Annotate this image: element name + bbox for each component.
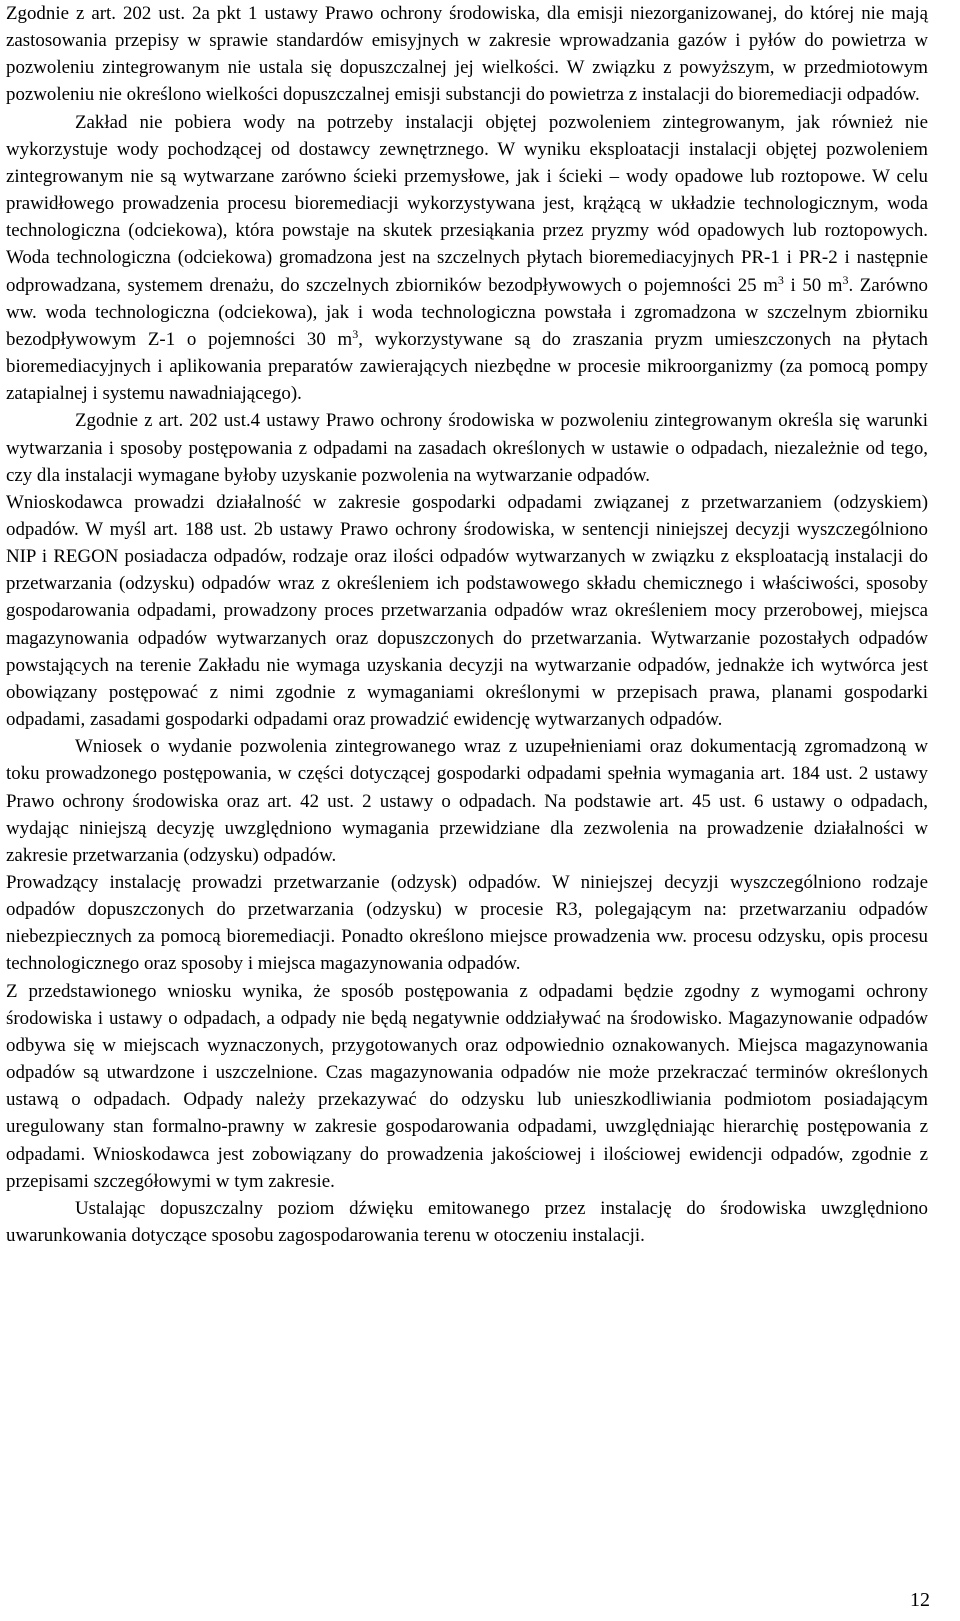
- paragraph-text: Zgodnie z art. 202 ust. 2a pkt 1 ustawy Prawo ochrony środowiska, dla emisji niezorganizowanej, do której nie mają zastosowania przepisy w sprawie standardów emisyjnych w zakresie wprowadzania gazów i pyłów do powietrza w pozwoleniu zintegrowanym nie ustala się dopuszczalnej jej wielkości. W związku z powyższym, w przedmiotowym pozwoleniu nie określono wielkości dopuszczalnej emisji substancji do powietrza z instalacji do bioremediacji odpadów.: [6, 3, 928, 106]
- document-page: [6, 0, 928, 1249]
- paragraph-text: Ustalając dopuszczalny poziom dźwięku emitowanego przez instalację do środowiska uwzględniono uwarunkowania dotyczące sposobu zagospodarowania terenu w otoczeniu instalacji.: [6, 1197, 928, 1247]
- paragraph-text: , wykorzystywane są do zraszania pryzm umieszczonych na płytach bioremediacyjnych i aplikowania preparatów zawierających niezbędne w procesie mikroorganizmy (za pomocą pompy zatapialnej i systemu nawadniającego).: [6, 328, 929, 405]
- paragraph-text: i 50 m: [783, 274, 843, 296]
- paragraph: [6, 733, 928, 869]
- paragraph: [6, 1195, 928, 1249]
- superscript: 3: [352, 326, 359, 341]
- page-number: 12: [910, 1589, 930, 1611]
- paragraph-text: Z przedstawionego wniosku wynika, że sposób postępowania z odpadami będzie zgodny z wymogami ochrony środowiska i ustawy o odpadach, a odpady nie będą negatywnie oddziaływać na środowisko. Magazynowanie odpadów odbywa się w miejscach wyznaczonych, przygotowanych oraz odpowiednio oznakowanych. Miejsca magazynowania odpadów są utwardzone i uszczelnione. Czas magazynowania odpadów nie może przekraczać terminów określonych ustawą o odpadach. Odpady należy przekazywać do odzysku lub unieszkodliwiania podmiotom posiadającym uregulowany stan formalno-prawny w zakresie gospodarowania odpadami, uwzględniając hierarchię postępowania z odpadami. Wnioskodawca jest zobowiązany do prowadzenia jakościowej i ilościowej ewidencji odpadów, zgodnie z przepisami szczegółowymi w tym zakresie.: [6, 980, 928, 1192]
- paragraph: [6, 109, 928, 408]
- paragraph-text: Zgodnie z art. 202 ust.4 ustawy Prawo ochrony środowiska w pozwoleniu zintegrowanym określa się warunki wytwarzania i sposoby postępowania z odpadami na zasadach określonych w ustawie o odpadach, niezależnie od tego, czy dla instalacji wymagane byłoby uzyskanie pozwolenia na wytwarzanie odpadów.: [6, 410, 928, 486]
- paragraph: [6, 0, 928, 109]
- paragraph: [6, 978, 928, 1195]
- superscript: 3: [777, 272, 784, 287]
- paragraph-text: Wnioskodawca prowadzi działalność w zakresie gospodarki odpadami związanej z przetwarzaniem (odzyskiem) odpadów. W myśl art. 188 ust. 2b ustawy Prawo ochrony środowiska, w sentencji niniejszej decyzji wyszczególniono NIP i REGON posiadacza odpadów, rodzaje oraz ilości odpadów wytwarzanych w związku z eksploatacją instalacji do przetwarzania (odzysku) odpadów wraz z określeniem ich podstawowego składu chemicznego i właściwości, sposoby gospodarowania odpadami, prowadzony proces przetwarzania odpadów wraz określeniem mocy przerobowej, miejsca magazynowania odpadów wytwarzanych oraz dopuszczonych do przetwarzania. Wytwarzanie pozostałych odpadów powstających na terenie Zakładu nie wymaga uzyskania decyzji na wytwarzanie odpadów, jednakże ich wytwórca jest obowiązany postępować z nimi zgodnie z wymaganiami określonymi w przepisach prawa, planami gospodarki odpadami, zasadami gospodarki odpadami oraz prowadzić ewidencję wytwarzanych odpadów.: [6, 491, 928, 731]
- superscript: 3: [842, 272, 849, 287]
- paragraph-text: Wniosek o wydanie pozwolenia zintegrowanego wraz z uzupełnieniami oraz dokumentacją zgromadzoną w toku prowadzonego postępowania, w części dotyczącej gospodarki odpadami spełnia wymagania art. 184 ust. 2 ustawy Prawo ochrony środowiska oraz art. 42 ust. 2 ustawy o odpadach. Na podstawie art. 45 ust. 6 ustawy o odpadach, wydając niniejszą decyzję uwzględniono wymagania przewidziane dla zezwolenia na prowadzenie działalności w zakresie przetwarzania (odzysku) odpadów.: [6, 736, 928, 866]
- paragraph: [6, 407, 928, 488]
- paragraph: [6, 869, 928, 978]
- paragraph-text: . Zarówno ww. woda technologiczna (odciekowa), jak i woda technologiczna powstała i zgromadzona w szczelnym zbiorniku bezodpływowym Z-1 o pojemności 30 m: [6, 274, 928, 350]
- paragraph-text: Zakład nie pobiera wody na potrzeby instalacji objętej pozwoleniem zintegrowanym, jak również nie wykorzystuje wody pochodzącej od dostawcy zewnętrznego. W wyniku eksploatacji instalacji objętej pozwoleniem zintegrowanym nie są wytwarzane zarówno ścieki przemysłowe, jak i ścieki – wody opadowe lub roztopowe. W celu prawidłowego prowadzenia procesu bioremediacji wykorzystywana jest, krążącą w układzie technologicznym, woda technologiczna (odciekowa), która powstaje na skutek przesiąkania przez pryzmy wód opadowych lub roztopowych. Woda technologiczna (odciekowa) gromadzona jest na szczelnych płytach bioremediacyjnych PR-1 i PR-2 i następnie odprowadzana, systemem drenażu, do szczelnych zbiorników bezodpływowych o pojemności 25 m: [6, 111, 928, 296]
- paragraph: [6, 489, 928, 733]
- paragraph-text: Prowadzący instalację prowadzi przetwarzanie (odzysk) odpadów. W niniejszej decyzji wyszczególniono rodzaje odpadów dopuszczonych do przetwarzania (odzysku) w procesie R3, polegającym na: przetwarzaniu odpadów niebezpiecznych za pomocą bioremediacji. Ponadto określono miejsce prowadzenia ww. procesu odzysku, opis procesu technologicznego oraz sposoby i miejsca magazynowania odpadów.: [6, 872, 928, 975]
